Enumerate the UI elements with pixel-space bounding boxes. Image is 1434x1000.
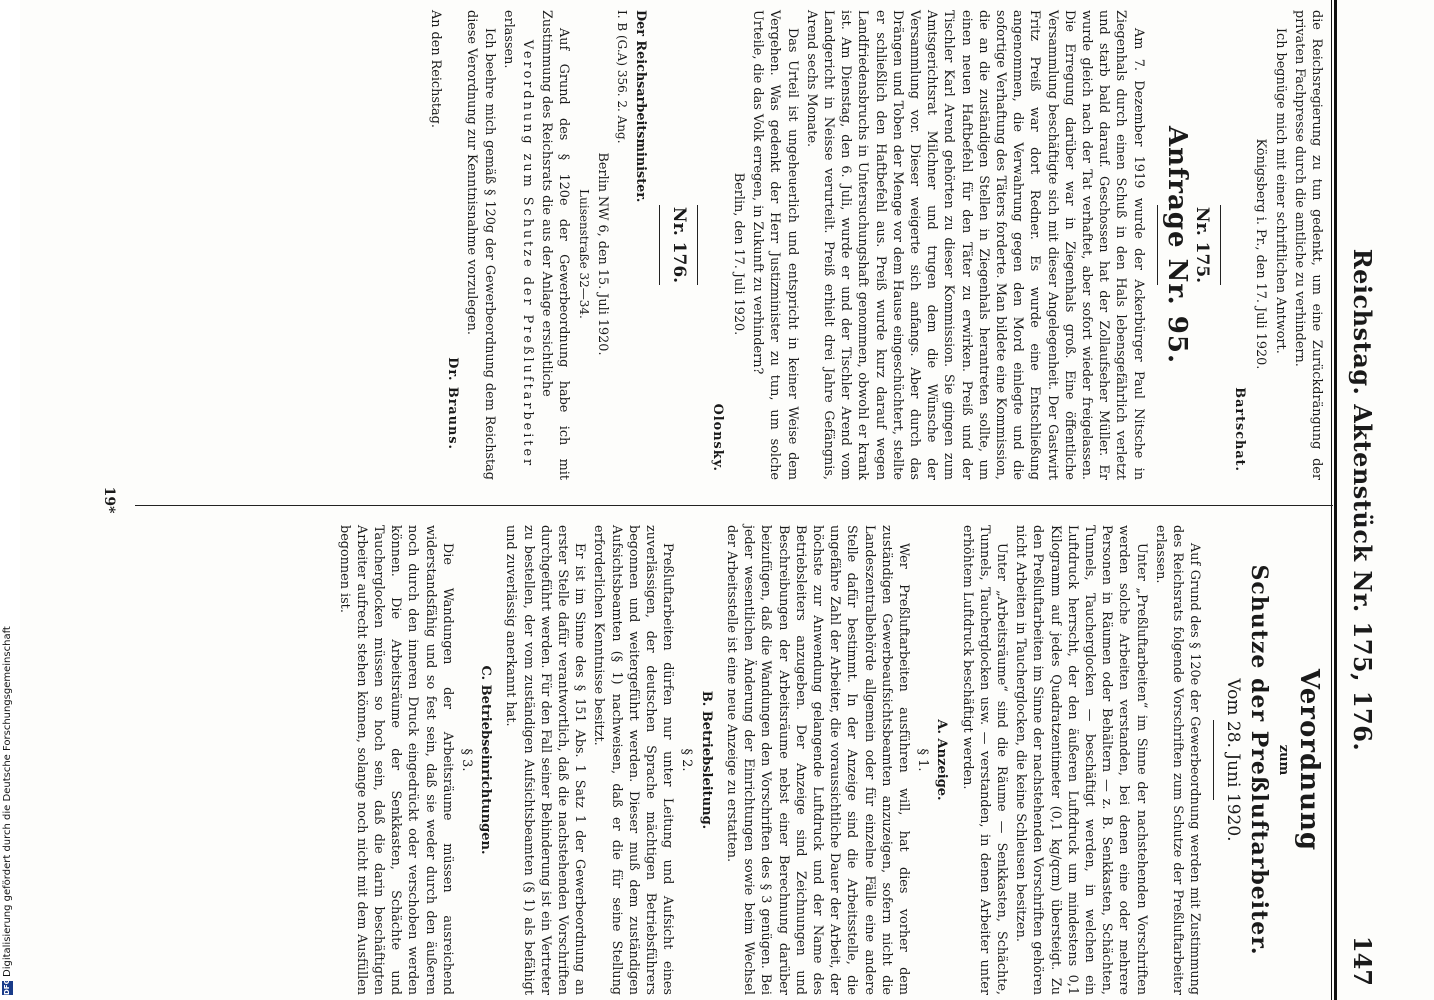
address: Luisenstraße 32—34. <box>576 189 591 319</box>
closing-text: Ich begnüge mich mit einer schriftlichen Antwort. <box>1272 28 1288 354</box>
document-number-176: Nr. 176. <box>669 206 690 284</box>
place-date: Berlin NW 6, den 15. Juli 1920. <box>594 152 610 356</box>
intro-paragraph-end: erlassen. <box>500 10 516 69</box>
reference-number: I. B (G.A) 356. 2. Ang. <box>615 10 630 144</box>
anfrage-paragraph: Das Urteil ist ungeheuerlich und entspricht in keiner Weise dem Vergehen. Was gedenkt der Herr Justizminister zu tun, um solche Urteile, die das Volk erregen, in Zukunft zu verhindern? <box>750 10 800 480</box>
separator <box>1213 720 1214 800</box>
signature-brauns: Dr. Brauns. <box>445 357 461 450</box>
verordnung-title: Verordnung <box>1294 668 1324 852</box>
continuation-text: die Reichsregierung zu tun gedenkt, um eine Zurückdrängung der privaten Fachpresse durch die amtliche zu verhindern. <box>1291 10 1324 480</box>
credit-sidebar <box>0 0 20 1000</box>
verordnung-title-zum: zum <box>1275 744 1291 776</box>
paragraph-1-text: Wer Preßluftarbeiten ausführen will, hat dies vorher dem zuständigen Gewerbeaufsichtsbeamten anzuzeigen, sofern nicht die Landeszentralbehörde allgemein oder für einzelne Fälle eine andere Stelle dafür bestimmt. In der Anzeige sind die Arbeitsstelle, die ungefähre Zahl der Arbeiter, die voraussichtliche Dauer der Arbeit, der höchste zur Anwendung gelangende Luftdruck und der Name des Betriebsleiters anzugeben. Der Anzeige sind Zeichnungen und Beschreibungen der Arbeitsräume nebst einer Berechnung darüber beizufügen, daß die Wandungen den Vorschriften des § 3 genügen. Bei jeder wesentlichen Änderung der Einrichtungen sowie beim Wechsel der Arbeitsstelle ist eine neue Anzeige zu erstatten. <box>723 525 911 995</box>
signature-mark: 19* <box>101 486 117 514</box>
separator <box>1220 205 1221 285</box>
credit-line <box>2 5 13 995</box>
anfrage-title: Anfrage Nr. 95. <box>1161 126 1192 364</box>
paragraph-3-heading: § 3. <box>459 748 475 772</box>
separator <box>1157 205 1158 285</box>
place-date: Königsberg i. Pr., den 17. Juli 1920. <box>1253 138 1269 370</box>
header-rule-thin <box>1331 0 1332 1000</box>
separator <box>659 205 660 285</box>
verordnung-intro: Auf Grund des § 120e der Gewerbeordnung werden mit Zustimmung des Reichsrats folgende Vorschriften zum Schutze der Preßluftarbeiter erlassen. <box>1152 525 1203 995</box>
paragraph-2-text: Er ist im Sinne des § 151 Abs. 1 Satz 1 der Gewerbeordnung an erster Stelle dafür verantwortlich, daß die nachstehenden Vorschriften durchgeführt werden. Für den Fall seiner Behinderung ist ein Vertreter zu bestellen, der vom zuständigen Aufsichtsbeamten (§ 1) als befähigt und zuverlässig anerkannt hat. <box>503 525 588 995</box>
separator <box>698 205 699 285</box>
document-number-175: Nr. 175. <box>1191 206 1212 284</box>
page-header <box>1339 0 1379 1000</box>
section-c-heading: C. Betriebseinrichtungen. <box>478 665 494 855</box>
addressee: An den Reichstag. <box>428 10 444 128</box>
intro-paragraph: Auf Grund des § 120e der Gewerbeordnung habe ich mit Zustimmung des Reichsrats die aus der Anlage ersichtliche <box>539 10 572 480</box>
paragraph-2-text: Preßluftarbeiten dürfen nur unter Leitung und Aufsicht eines zuverlässigen, der deutschen Sprache mächtigen Betriebsführers begonnen und weitergeführt werden. Dieser muß dem zuständigen Aufsichtsbeamten (§ 1) nachweisen, daß er die für seine Stellung erforderlichen Kenntnisse besitzt. <box>591 525 676 995</box>
anfrage-paragraph: Am 7. Dezember 1919 wurde der Ackerbürger Paul Nitsche in Ziegenhals durch einen Schuß in den Hals lebensgefährlich verletzt und starb bald darauf. Geschossen hat der Zollaufseher Müller. Er wurde gleich nach der Tat verhaftet, aber sofort wieder freigelassen. Die Erregung darüber war in Ziegenhals groß. Eine öffentliche Versammlung beschäftigte sich mit dieser Angelegenheit. Der Gastwirt Fritz Preiß war dort Redner. Es wurde eine Entschließung angenommen, die Verwahrung gegen den Mord einlegte und die sofortige Verhaftung des Täters forderte. Man bildete eine Kommission, die an die zuständigen Stellen in Ziegenhals herantreten sollte, um einen neuen Haftbefehl für den Täter zu erwirken. Preiß und der Tischler Karl Arend gehörten zu dieser Kommission. Sie gingen zum Amtsgerichtsrat Milchner und trugen dem die Wünsche der Versammlung vor. Dieser weigerte sich anfangs. Aber durch das Drängen und Toben der Menge vor dem Hause eingeschüchtert, stellte er schließlich den Haftbefehl aus. Preiß wurde kurz darauf wegen Landfriedensbruchs in Untersuchungshaft genommen, obwohl er krank ist. Am Dienstag, den 6. Juli, wurde er und der Tischler Arend vom Landgericht in Neisse verurteilt. Preiß erhielt drei Jahre Gefängnis, Arend sechs Monate. <box>803 10 1146 480</box>
paragraph-2-heading: § 2. <box>679 748 695 772</box>
verordnung-date: Vom 28. Juni 1920. <box>1223 678 1244 842</box>
right-column <box>333 525 1325 995</box>
dfg-logo-icon: DFG <box>3 978 11 995</box>
verordnung-subject: Schutze der Preßluftarbeiter. <box>1245 564 1272 956</box>
header-title: Reichstag. Aktenstück Nr. 175, 176. <box>1348 248 1377 752</box>
ministry-name: Der Reichsarbeitsminister. <box>633 10 649 203</box>
document-page <box>95 0 1385 1000</box>
section-a-heading: A. Anzeige. <box>934 719 950 801</box>
paragraph-1-heading: § 1. <box>915 748 931 772</box>
left-column <box>425 10 1325 480</box>
definition-paragraph: Unter „Preßluftarbeiten“ im Sinne der nachstehenden Vorschriften werden solche Arbeiten verstanden, bei denen eine oder mehrere Personen in Räumen oder Behältern — z. B. Senkkasten, Schächten, Tunnels, Taucherglocken — beschäftigt werden, in welchen ein Luftdruck herrscht, der den äußeren Luftdruck um mindestens 0,1 Kilogramm auf jedes Quadratzentimeter (0,1 kg/qcm) übersteigt. Zu den Preßluftarbeiten im Sinne der nachstehenden Vorschriften gehören nicht Arbeiten in Taucherglocken, die keine Schleusen besitzen. <box>1013 525 1149 995</box>
section-b-heading: B. Betriebsleitung. <box>698 690 714 830</box>
definition-paragraph: Unter „Arbeitsräume“ sind die Räume — Senkkasten, Schächte, Tunnels, Taucherglocken usw. — verstanden, in denen Arbeiter unter erhöhtem Luftdruck beschäftigt werden. <box>959 525 1009 995</box>
signature-olonsky: Olonsky. <box>709 403 725 472</box>
signature-bartschat: Bartschat. <box>1232 387 1248 472</box>
column-divider <box>135 505 1333 506</box>
credit-text: Digitalisierung gefördert durch die Deutsche Forschungsgemeinschaft <box>2 626 13 977</box>
header-rule <box>1334 0 1337 1000</box>
page-number: 147 <box>1348 935 1377 986</box>
place-date: Berlin, den 17. Juli 1920. <box>730 172 746 336</box>
paragraph-3-text: Die Wandungen der Arbeitsräume müssen ausreichend widerstandsfähig und so fest sein, daß sie weder durch den äußeren noch durch den inneren Druck eingedrückt oder verschoben werden können. Die Arbeitsräume der Senkkasten, Schächte und Taucherglocken müssen so hoch sein, daß die darin beschäftigten Arbeiter aufrecht stehen können, solange noch nicht mit dem Ausfüllen begonnen ist. <box>336 525 455 995</box>
verordnung-line: Verordnung zum Schutze der Preßluftarbeiter <box>520 39 536 469</box>
request-paragraph: Ich beehre mich gemäß § 120g der Gewerbeordnung dem Reichstag diese Verordnung zur Kenntnisnahme vorzulegen. <box>464 10 497 480</box>
